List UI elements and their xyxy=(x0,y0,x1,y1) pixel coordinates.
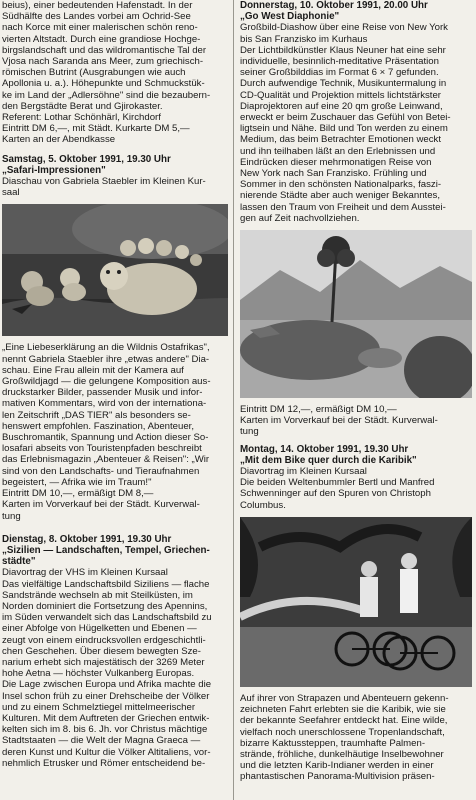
text-line: nennt Gabriela Staebler ihre „etwas andere" Dia- xyxy=(2,353,210,365)
text-line: Kulturen. Mit dem Auftreten der Griechen entwik- xyxy=(2,712,210,724)
text-line: und zu einem Schmelztiegel mittelmeerischer xyxy=(2,701,196,713)
event-body-gowest xyxy=(240,22,472,224)
event-body-karibik xyxy=(240,466,472,511)
text-line: Diaschau von Gabriela Staebler im Kleinen Kur- xyxy=(2,176,206,188)
event-description-karibik xyxy=(240,693,472,783)
left-column xyxy=(2,0,228,769)
event-body-sizilien xyxy=(2,567,228,769)
text-line: Buschromantik, Spannung und Action dieser So- xyxy=(2,432,209,444)
event-date-safari: Samstag, 5. Oktober 1991, 19.30 Uhr xyxy=(2,153,171,165)
text-line: Vjosa nach Saranda ans Meer, zum griechisch- xyxy=(2,56,204,68)
title-line: „Sizilien — Landschaften, Tempel, Griechen- xyxy=(2,544,210,556)
event-admission-gowest xyxy=(240,404,472,438)
text-line: lassen den Traum von Freiheit und dem Ausstei- xyxy=(240,201,446,213)
event-date-karibik: Montag, 14. Oktober 1991, 19.30 Uhr xyxy=(240,443,409,455)
text-line: vierten Altstadt. Durch eine grandiose Hochge- xyxy=(2,33,201,45)
text-line: Das vielfältige Landschaftsbild Siziliens — flache xyxy=(2,578,210,590)
desert-photo xyxy=(240,230,472,398)
text-line: Südhälfte des Landes vorbei am Ochrid-See xyxy=(2,11,191,23)
text-line: Diaprojektoren auf eine 20 qm große Leinwand, xyxy=(240,100,443,112)
text-line: Die beiden Weltenbummler Bertl und Manfred xyxy=(240,477,435,489)
text-line: Insel schon früh zu einer Drehscheibe der Völker xyxy=(2,690,210,702)
text-line: und ihn teilhaben läßt an den Erlebnissen und xyxy=(240,145,436,157)
text-line: Karten im Vorverkauf bei der Städt. Kurverwal- xyxy=(240,415,438,427)
text-line: Der Lichtbildkünstler Klaus Neuner hat eine sehr xyxy=(240,44,446,56)
column-divider xyxy=(233,0,234,800)
text-line: tung xyxy=(240,426,259,438)
text-line: Apollonia u. a.). Höhepunkte und Schmuckstük- xyxy=(2,78,205,90)
text-line: Columbus. xyxy=(240,499,286,511)
event-title-sizilien xyxy=(2,545,228,567)
text-line: sind von den Landschafts- und Tieraufnahmen xyxy=(2,465,200,477)
text-line: deren Kunst und Kultur die Völker Altitaliens, vor- xyxy=(2,746,211,758)
text-line: Eindrücken dieser mehrmonatigen Reise von xyxy=(240,156,432,168)
text-line: zeichneten Fahrt erlebten sie die Karibik, wie sie xyxy=(240,704,446,716)
text-line: und die letzten Karib-Indianer werden in einer xyxy=(240,760,434,772)
text-line: CD-Qualität und Projektion mittels lichtstärkster xyxy=(240,89,442,101)
text-line: New York nach San Franzisko. Frühling und xyxy=(240,168,427,180)
text-line: Medium, das beim Betrachter Emotionen weckt xyxy=(240,134,442,146)
text-line: saal xyxy=(2,187,20,199)
text-line: nach Korce mit einer malerischen schön reno- xyxy=(2,22,198,34)
text-line: Sandstrände wechseln ab mit Steilküsten, im xyxy=(2,589,193,601)
text-line: len Zeitschrift „DAS TIER" als besonders se- xyxy=(2,409,191,421)
title-line: städte" xyxy=(2,556,36,568)
text-line: bizarre Kaktussteppen, traumhafte Palmen- xyxy=(240,737,426,749)
text-line: einer Abfolge von Hügelketten und Ebenen — xyxy=(2,623,197,635)
text-line: Durch aufwendige Technik, Musikuntermalung in xyxy=(240,78,447,90)
text-line: seiner Großbilddias im Format 6 × 7 gefunden. xyxy=(240,67,439,79)
event-title-gowest: „Go West Diaphonie" xyxy=(240,11,340,23)
text-line: narium erhebt sich majestätisch der 3269 Meter xyxy=(2,656,205,668)
text-line: im Süden verwandelt sich das Landschaftsbild zu xyxy=(2,612,212,624)
text-line: Eintritt DM 10,—, ermäßigt DM 8,— xyxy=(2,488,154,500)
text-line: phantastischen Panorama-Multivision präsen- xyxy=(240,771,435,783)
text-line: den Bergstädte Berat und Gjirokaster. xyxy=(2,100,163,112)
text-line: birgslandschaft und das wildromantische Tal der xyxy=(2,44,207,56)
event-title-karibik: „Mit dem Bike quer durch die Karibik" xyxy=(240,454,417,466)
text-line: nehmlich Etrusker und Römer entscheidend be- xyxy=(2,757,206,769)
text-line: mativen Kommentars, wird von der internationa- xyxy=(2,398,207,410)
text-line: Diavortrag im Kleinen Kursaal xyxy=(240,466,367,478)
event-title-safari: „Safari-Impressionen" xyxy=(2,164,106,176)
text-line: Großwildjagd — die gelungene Komposition aus- xyxy=(2,376,211,388)
lion-photo xyxy=(2,204,228,336)
text-line: beius), einer bedeutenden Hafenstadt. In der xyxy=(2,0,193,11)
text-line: ligtsein und Nähe. Bild und Ton werden zu einem xyxy=(240,123,448,135)
text-line: individuelle, besinnlich-meditative Präsentation xyxy=(240,56,439,68)
text-line: der bekannte Seefahrer entdeckt hat. Eine wilde, xyxy=(240,715,448,727)
text-line: Norden dominiert die Fortsetzung des Apennins, xyxy=(2,600,208,612)
text-line: Referent: Lothar Schönhärl, Kirchdorf xyxy=(2,112,161,124)
text-line: gen auf Zeit nachvollziehen. xyxy=(240,212,360,224)
text-line: Eintritt DM 12,—, ermäßigt DM 10,— xyxy=(240,404,397,416)
text-line: druckstarker Bilder, passender Musik und infor- xyxy=(2,387,203,399)
text-line: „Eine Liebeserklärung an die Wildnis Ostafrikas", xyxy=(2,342,210,354)
text-line: Karten im Vorverkauf bei der Städt. Kurverwal- xyxy=(2,499,200,511)
text-line: Die Lage zwischen Europa und Afrika machte die xyxy=(2,679,212,691)
text-line: Schwenninger auf den Spuren von Christoph xyxy=(240,488,431,500)
text-line: zeugt von einem eindrucksvollen erdgeschichtli- xyxy=(2,634,206,646)
text-line: schau. Eine Frau allein mit der Kamera auf xyxy=(2,364,184,376)
text-line: Diavortrag der VHS im Kleinen Kursaal xyxy=(2,567,168,579)
text-line: tung xyxy=(2,510,21,522)
text-line: Großbild-Diashow über eine Reise von New York xyxy=(240,22,448,34)
right-column xyxy=(240,0,472,783)
intro-text xyxy=(2,0,228,146)
text-line: vielfach noch unerschlossene Tropenlandschaft, xyxy=(240,726,445,738)
text-line: Eintritt DM 6,—, mit Städt. Kurkarte DM 5,— xyxy=(2,123,190,135)
text-line: hohe Aetna — höchster Vulkanberg Europas. xyxy=(2,668,195,680)
text-line: henswert empfohlen. Faszination, Abenteuer, xyxy=(2,420,194,432)
text-line: kelten sich im 8. bis 6. Jh. vor Christus mächtige xyxy=(2,724,208,736)
text-line: erweckt er beim Zuschauer das Gefühl von Betei- xyxy=(240,112,451,124)
text-line: Stadtstaaten — die Welt der Magna Graeca — xyxy=(2,735,201,747)
text-line: Sommer in den schönsten Nationalparks, faszi- xyxy=(240,179,442,191)
text-line: römischen Butrint (Ausgrabungen wie auch xyxy=(2,67,186,79)
text-line: nierende Städte aber auch weniger Bekanntes, xyxy=(240,190,441,202)
event-date-sizilien: Dienstag, 8. Oktober 1991, 19.30 Uhr xyxy=(2,533,172,545)
text-line: chen Geschehen. Über diesem bewegten Sze- xyxy=(2,645,201,657)
event-body-safari xyxy=(2,342,228,521)
text-line: losafari abseits von Touristenpfaden beschreibt xyxy=(2,443,202,455)
text-line: begeistert, — Afrika wie im Traum!" xyxy=(2,476,152,488)
text-line: Karten an der Abendkasse xyxy=(2,134,116,146)
text-line: Auf ihrer von Strapazen und Abenteuern gekenn- xyxy=(240,692,449,704)
text-line: ke im Land der „Adlersöhne" sind die bezaubern- xyxy=(2,89,211,101)
event-venue-safari xyxy=(2,176,228,198)
text-line: strände, fröhliche, dunkelhäutige Inselbewohner xyxy=(240,748,444,760)
cyclists-photo xyxy=(240,517,472,687)
text-line: das Erlebnismagazin „Abenteuer & Reisen": „Wir xyxy=(2,454,210,466)
event-date-gowest: Donnerstag, 10. Oktober 1991, 20.00 Uhr xyxy=(240,0,428,11)
text-line: bis San Franzisko im Kurhaus xyxy=(240,33,368,45)
